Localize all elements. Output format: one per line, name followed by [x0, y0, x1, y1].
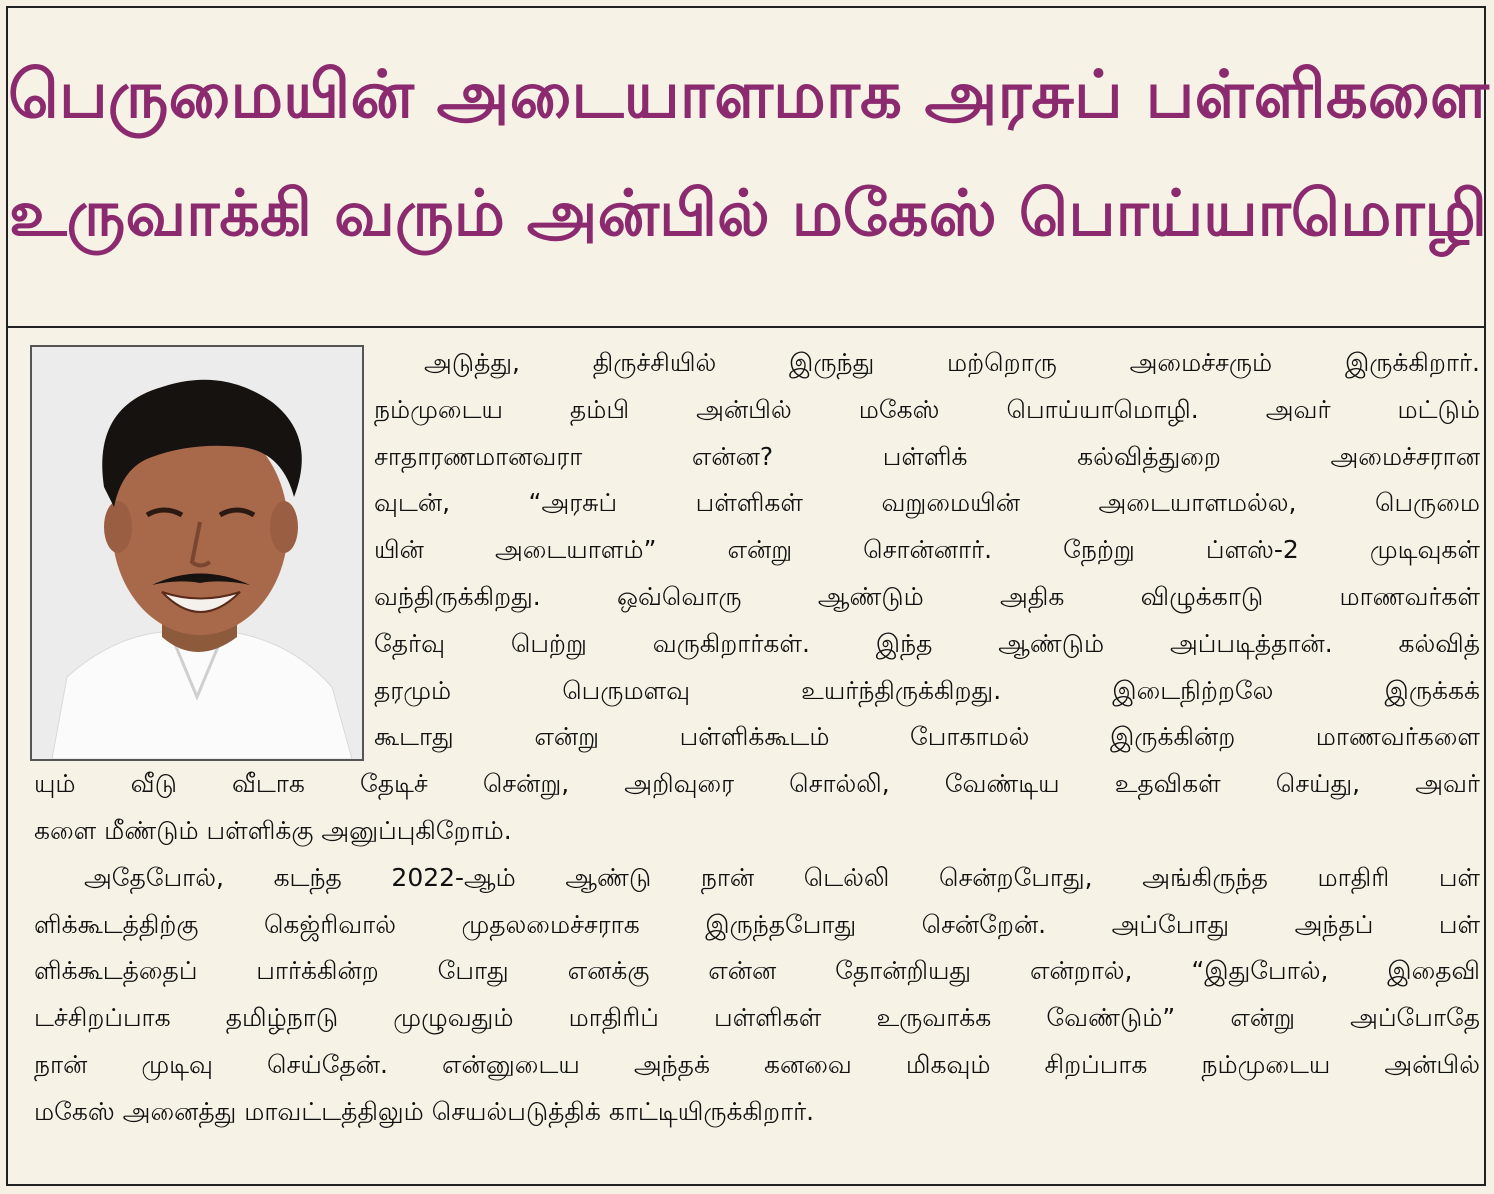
body-line: வுடன், “அரசுப் பள்ளிகள் வறுமையின் அடையாளமல்ல, பெருமை	[374, 488, 1480, 518]
body-line: கூடாது என்று பள்ளிக்கூடம் போகாமல் இருக்கின்ற மாணவர்களை	[374, 722, 1480, 752]
body-line: வந்திருக்கிறது. ஒவ்வொரு ஆண்டும் அதிக விழுக்காடு மாணவர்கள்	[374, 581, 1480, 611]
article-frame	[6, 6, 1489, 1186]
body-line: அதேபோல், கடந்த 2022-ஆம் ஆண்டு நான் டெல்லி சென்றபோது, அங்கிருந்த மாதிரி பள்	[84, 862, 1480, 892]
frame-corner	[6, 6, 22, 22]
frame-corner	[1470, 6, 1486, 22]
body-line: தரமும் பெருமளவு உயர்ந்திருக்கிறது. இடைநிற்றலே இருக்கக்	[374, 675, 1480, 705]
body-line: டச்சிறப்பாக தமிழ்நாடு முழுவதும் மாதிரிப் பள்ளிகள் உருவாக்க வேண்டும்” என்று அப்போதே	[34, 1003, 1480, 1033]
body-line: யின் அடையாளம்” என்று சொன்னார். நேற்று ப்ளஸ்-2 முடிவுகள்	[374, 535, 1480, 565]
frame-corner	[6, 1170, 22, 1186]
body-line: மகேஸ் அனைத்து மாவட்டத்திலும் செயல்படுத்திக் காட்டியிருக்கிறார்.	[34, 1096, 815, 1126]
headline-line-1: பெருமையின் அடையாளமாக அரசுப் பள்ளிகளை	[8, 57, 1489, 133]
body-line: களை மீண்டும் பள்ளிக்கு அனுப்புகிறோம்.	[34, 815, 512, 845]
frame-corner	[1470, 1170, 1486, 1186]
body-line: அடுத்து, திருச்சியில் இருந்து மற்றொரு அமைச்சரும் இருக்கிறார்.	[424, 348, 1480, 377]
body-line: யும் வீடு வீடாக தேடிச் சென்று, அறிவுரை சொல்லி, வேண்டிய உதவிகள் செய்து, அவர்	[34, 769, 1480, 799]
body-line: ளிக்கூடத்தைப் பார்க்கின்ற போது எனக்கு என்ன தோன்றியது என்றால், “இதுபோல், இதைவி	[34, 956, 1480, 986]
headline	[8, 36, 1488, 272]
headline-line-2: உருவாக்கி வரும் அன்பில் மகேஸ் பொய்யாமொழி	[8, 176, 1488, 250]
body-line: ளிக்கூடத்திற்கு கெஜ்ரிவால் முதலமைச்சராக இருந்தபோது சென்றேன். அப்போது அந்தப் பள்	[34, 909, 1480, 939]
body-line: சாதாரணமானவரா என்ன? பள்ளிக் கல்வித்துறை அமைச்சரான	[374, 441, 1480, 471]
body-line: நம்முடைய தம்பி அன்பில் மகேஸ் பொய்யாமொழி. அவர் மட்டும்	[374, 394, 1480, 424]
body-line: தேர்வு பெற்று வருகிறார்கள். இந்த ஆண்டும் அப்படித்தான். கல்வித்	[374, 628, 1480, 658]
article-body	[34, 340, 1480, 1136]
body-line: நான் முடிவு செய்தேன். என்னுடைய அந்தக் கனவை மிகவும் சிறப்பாக நம்முடைய அன்பில்	[34, 1049, 1480, 1079]
headline-divider	[8, 326, 1484, 328]
